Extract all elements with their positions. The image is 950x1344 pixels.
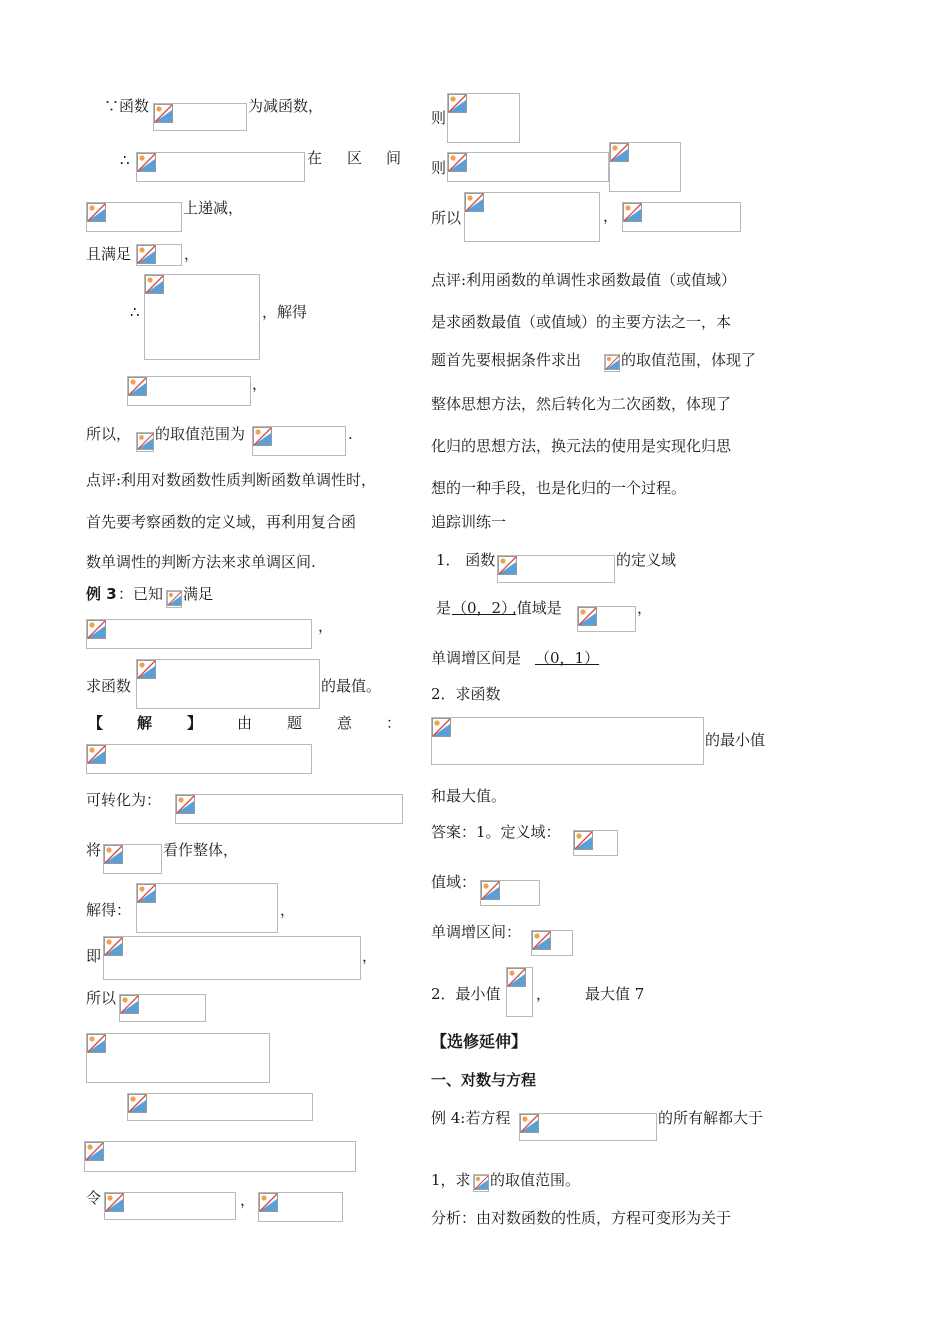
heading-logarithm-equation: 一、对数与方程	[431, 1071, 537, 1089]
text-therefore: ∴	[120, 151, 130, 169]
broken-image-icon	[176, 795, 195, 814]
formula-image	[86, 619, 312, 649]
formula-image	[144, 274, 260, 360]
heading-elective: 【选修延伸】	[431, 1032, 528, 1051]
text-as-whole: 看作整体，	[163, 841, 239, 859]
formula-image	[86, 744, 312, 774]
solution-bracket: 】	[187, 714, 203, 732]
text-decreasing-on: 上递减，	[183, 199, 244, 217]
text-comma: ，	[252, 375, 268, 393]
formula-image	[447, 152, 609, 182]
text-then: 则	[431, 109, 447, 127]
comment-line: 首先要考察函数的定义域，再利用复合函	[86, 513, 357, 531]
comment-line: 数单调性的判断方法来求单调区间.	[86, 553, 316, 571]
text-known: ：已知	[118, 585, 164, 603]
broken-image-icon	[507, 968, 526, 987]
text-jian: 间	[386, 149, 402, 167]
text-example-4-line2: 1，求	[431, 1171, 471, 1189]
formula-image	[127, 1093, 313, 1121]
text-answer-domain: 答案：1。定义域：	[431, 823, 561, 841]
broken-image-icon	[532, 931, 551, 950]
comment-line: 点评:利用函数的单调性求函数最值（或值域）	[431, 271, 737, 289]
formula-image	[473, 1174, 489, 1192]
broken-image-icon	[154, 104, 173, 123]
comment-line: 的取值范围，体现了	[621, 351, 757, 369]
text-period: .	[348, 425, 353, 443]
broken-image-icon	[474, 1175, 489, 1190]
broken-image-icon	[85, 1142, 104, 1161]
broken-image-icon	[623, 203, 642, 222]
broken-image-icon	[481, 881, 500, 900]
text-is: 是	[436, 599, 452, 617]
formula-image	[622, 202, 741, 232]
formula-image	[604, 354, 620, 372]
text-increasing-interval: 单调增区间是	[431, 649, 522, 667]
text-so: 所以，	[86, 425, 132, 443]
comment-line: 化归的思想方法，换元法的使用是实现化归思	[431, 437, 732, 455]
broken-image-icon	[137, 153, 156, 172]
text-solved: 解得：	[86, 901, 132, 919]
text-q2-prefix: 2．求函数	[431, 685, 501, 703]
text-range-of: 的取值范围。	[490, 1171, 581, 1189]
broken-image-icon	[498, 556, 517, 575]
formula-image	[497, 555, 615, 583]
formula-image	[464, 192, 600, 242]
text-answer-range: 值域：	[431, 873, 477, 891]
formula-image	[447, 93, 520, 143]
broken-image-icon	[259, 1193, 278, 1212]
text-comma: ，	[184, 245, 200, 263]
text-char: 题	[287, 714, 303, 732]
broken-image-icon	[578, 607, 597, 626]
text-min-value: 的最小值	[705, 731, 766, 749]
broken-image-icon	[120, 995, 139, 1014]
formula-image	[519, 1113, 657, 1141]
text-domain: 的定义域	[616, 551, 677, 569]
text-zai: 在	[307, 149, 323, 167]
broken-image-icon	[574, 831, 593, 850]
text-example-4: 例 4:若方程	[431, 1109, 511, 1127]
formula-image	[136, 659, 320, 709]
broken-image-icon	[448, 153, 467, 172]
broken-image-icon	[167, 591, 182, 606]
broken-image-icon	[137, 433, 154, 450]
answer-increasing-value: （0，1）	[535, 649, 600, 667]
comment-line: 想的一种手段，也是化归的一个过程。	[431, 479, 687, 497]
text-analysis: 分析：由对数函数的性质，方程可变形为关于	[431, 1209, 732, 1227]
broken-image-icon	[253, 427, 272, 446]
broken-image-icon	[104, 845, 123, 864]
text-so: 所以	[86, 989, 117, 1007]
text-range-is: 的取值范围为	[155, 425, 246, 443]
text-because-function: ∵函数	[104, 97, 150, 115]
text-comma: ，	[362, 947, 378, 965]
comment-line: 整体思想方法，然后转化为二次函数，体现了	[431, 395, 732, 413]
broken-image-icon	[520, 1114, 539, 1133]
formula-image	[103, 844, 162, 874]
formula-image	[573, 830, 618, 856]
text-comma: ，	[280, 901, 296, 919]
formula-image	[175, 794, 403, 824]
text-comma: ，	[536, 985, 552, 1003]
text-then: 则	[431, 159, 447, 177]
text-range: ,值域是	[512, 599, 562, 617]
broken-image-icon	[137, 245, 156, 264]
formula-image	[531, 930, 573, 956]
broken-image-icon	[610, 143, 629, 162]
formula-image	[136, 244, 182, 266]
formula-image	[577, 606, 636, 632]
formula-image	[136, 432, 154, 452]
formula-image	[136, 883, 278, 933]
formula-image	[86, 1033, 270, 1083]
formula-image	[104, 1192, 236, 1220]
text-colon: ：	[386, 714, 402, 732]
formula-image	[127, 376, 251, 406]
broken-image-icon	[128, 377, 147, 396]
broken-image-icon	[87, 203, 106, 222]
broken-image-icon	[87, 1034, 106, 1053]
broken-image-icon	[605, 355, 620, 370]
text-convert-to: 可转化为：	[86, 791, 162, 809]
broken-image-icon	[87, 745, 106, 764]
formula-image	[86, 202, 182, 232]
formula-image	[431, 717, 704, 765]
example-3-label: 例 3	[86, 585, 117, 603]
broken-image-icon	[448, 94, 467, 113]
text-so: 所以	[431, 209, 462, 227]
text-q1-prefix: 1． 函数	[436, 551, 496, 569]
text-is-decreasing: 为减函数，	[248, 97, 324, 115]
text-solve-get: ，解得	[262, 303, 308, 321]
broken-image-icon	[104, 937, 123, 956]
text-comma: ，	[240, 1191, 256, 1209]
text-let: 令	[86, 1189, 102, 1207]
text-char: 意	[337, 714, 353, 732]
text-all-solutions: 的所有解都大于	[658, 1109, 764, 1127]
comment-line: 是求函数最值（或值域）的主要方法之一，本	[431, 313, 732, 331]
broken-image-icon	[137, 660, 156, 679]
text-answer-max: 最大值 7	[585, 985, 645, 1003]
formula-image	[258, 1192, 343, 1222]
text-comma: ，	[637, 599, 653, 617]
formula-image	[136, 152, 305, 182]
heading-tracking-exercise: 追踪训练一	[431, 513, 507, 531]
formula-image	[506, 967, 533, 1017]
formula-image	[609, 142, 681, 192]
text-answer-increasing: 单调增区间：	[431, 923, 522, 941]
text-comma: ，	[603, 207, 619, 225]
text-max-value: 和最大值。	[431, 787, 507, 805]
text-take: 将	[86, 841, 102, 859]
broken-image-icon	[465, 193, 484, 212]
text-char: 由	[237, 714, 253, 732]
text-comma: ，	[318, 617, 334, 635]
broken-image-icon	[87, 620, 106, 639]
solution-bracket: 【	[88, 714, 104, 732]
comment-line: 点评:利用对数函数性质判断函数单调性时，	[86, 471, 377, 489]
broken-image-icon	[145, 275, 164, 294]
text-qu: 区	[347, 149, 363, 167]
broken-image-icon	[128, 1094, 147, 1113]
broken-image-icon	[432, 718, 451, 737]
formula-image	[166, 590, 182, 608]
text-answer-min: 2．最小值	[431, 985, 501, 1003]
broken-image-icon	[137, 884, 156, 903]
text-max-value: 的最值。	[321, 677, 382, 695]
formula-image	[119, 994, 206, 1022]
formula-image	[103, 936, 361, 980]
text-and-satisfies: 且满足	[86, 245, 132, 263]
text-satisfy: 满足	[183, 585, 214, 603]
text-find-function: 求函数	[86, 677, 132, 695]
text-therefore: ∴	[130, 303, 140, 321]
formula-image	[84, 1141, 356, 1172]
formula-image	[153, 103, 247, 131]
formula-image	[480, 880, 540, 906]
comment-line: 题首先要根据条件求出	[431, 351, 582, 369]
text-namely: 即	[86, 947, 102, 965]
formula-image	[252, 426, 346, 456]
broken-image-icon	[105, 1193, 124, 1212]
answer-domain-value: （0，2）	[452, 599, 517, 617]
solution-jie: 解	[137, 714, 153, 732]
